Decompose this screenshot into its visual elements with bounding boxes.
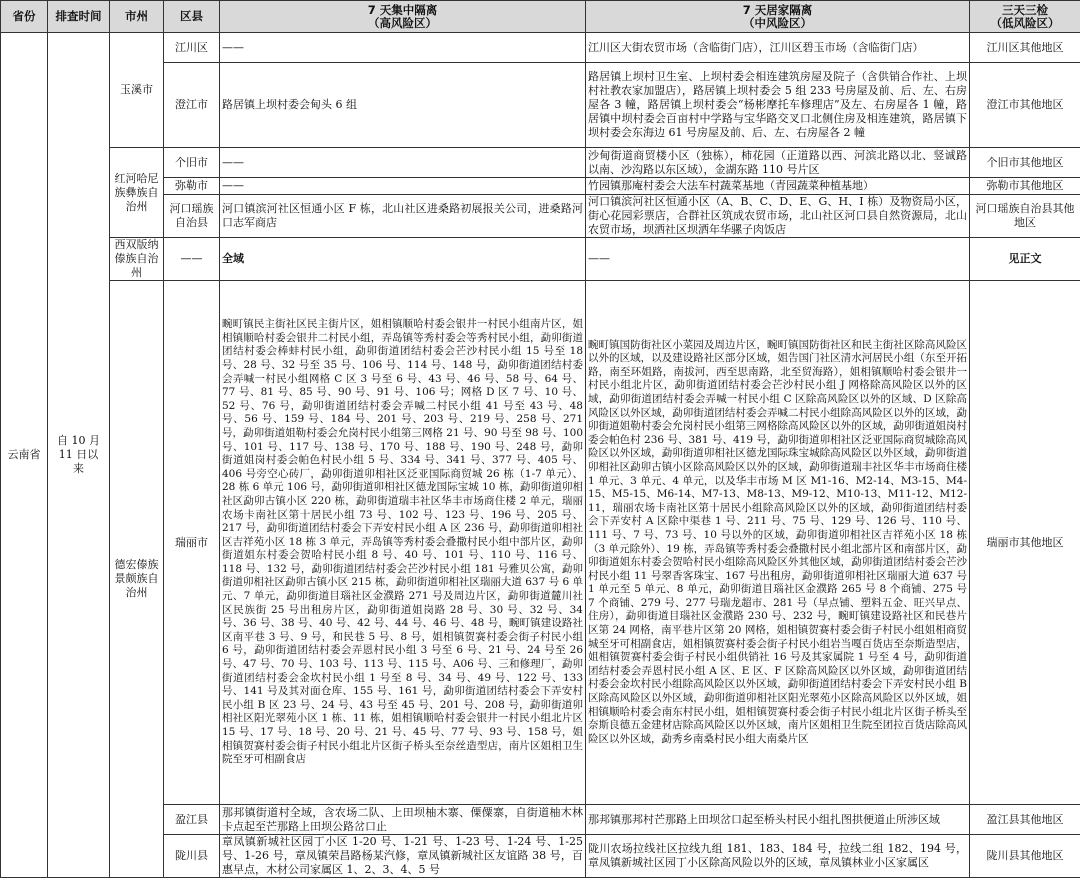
city-dehong: 德宏傣族景颇族自治州 xyxy=(110,281,164,878)
low-xsbn: 见正文 xyxy=(970,238,1080,281)
high-xsbn: 全域 xyxy=(220,238,586,281)
high-longchuan: 章凤镇新城社区园丁小区 1-20 号、1-21 号、1-23 号、1-24 号、1-25 号、1-26 号，章凤镇荣昌路杨某汽修，章凤镇新城社区友谊路 38 号，百惠早点，木材公司家属区 1、2、3、4、5 号 xyxy=(220,835,586,878)
mid-yingjiang: 那邦镇那邦村芒那路上田坝岔口起至桥头村民小组扎图拱便道止所涉区域 xyxy=(586,805,970,835)
mid-jiangchuan: 江川区大街农贸市场（含临街门店），江川区碧玉市场（含临街门店） xyxy=(586,33,970,63)
city-xishuangbanna: 西双版纳傣族自治州 xyxy=(110,238,164,281)
low-chengjiang: 澄江市其他地区 xyxy=(970,63,1080,148)
mid-hekou: 河口镇滨河社区恒通小区（A、B、C、D、E、G、H、I 栋）及物资局小区，街心花园彩票店，合群社区筑成农贸市场，北山社区河口县自然资源局，北山农贸市场，坝洒社区坝洒年华骡子肉饭店 xyxy=(586,195,970,238)
table-row xyxy=(1,148,1080,178)
mid-mile: 竹园镇那庵村委会大法车村蔬菜基地（青园蔬菜种植基地） xyxy=(586,178,970,195)
county-mile: 弥勒市 xyxy=(164,178,220,195)
high-jiangchuan: —— xyxy=(220,33,586,63)
county-ruili: 瑞丽市 xyxy=(164,281,220,805)
time-cell: 自 10 月 11 日以来 xyxy=(48,33,110,878)
high-chengjiang: 路居镇上坝村委会甸头 6 组 xyxy=(220,63,586,148)
high-ruili: 畹町镇民主街社区民主街片区，姐相镇顺哈村委会银井一村民小组南片区，姐相镇顺哈村委会银井二村民小组，弄岛镇等秀村委会等秀村民小组，勐卯街道团结村委会棒蚌村民小组，勐卯街道团结村委会芒沙村民小组 15 号至 18 号、28 号、32 号至 35 号、106 号、114 号、148 号，勐卯街道团结村委会弄喊一村民小组网格 C 区 3 号至 6 号、43 号、46 号、58 号、64 号、77 号、81 号、85 号、90 号、91 号、106 号；网格 D 区 7 号、10 号、52 号、76 号，勐卯街道团结村委会弄喊二村民小组 41 号至 43 号、48 号、56 号、159 号、184 号、201 号、203 号、219 号、258 号、271 号，勐卯街道姐勒村委会允岗村民小组第三网格 21 号、90 号至 98 号、100 号、101 号、117 号、138 号、170 号、188 号、190 号、248 号，勐卯街道姐岗村委会帕色村民小组 5 号、334 号、341 号、377 号、405 号、406 号旁空心砖厂，勐卯街道卯相社区泛亚国际商贸城 26 栋（1-7 单元）、28 栋 6 单元 106 号，勐卯街道卯相社区德龙国际宝城 10 栋，勐卯街道卯相社区勐卯古镇小区 220 栋，勐卯街道瑞丰社区华丰市场商住楼 2 单元，瑞丽农场卡南社区第十居民小组 73 号、102 号、123 号、196 号、205 号、217 号，勐卯街道团结村委会下弄安村民小组 A 区 236 号，勐卯街道卯相社区吉祥苑小区 18 栋 3 单元，弄岛镇等秀村委会叠撒村民小组中部片区，勐卯街道姐东村委会贺哈村民小组 8 号、40 号、101 号、110 号、116 号、118 号、132 号，勐卯街道团结村委会芒沙村民小组 181 号雅贝公寓，勐卯街道卯相社区勐卯古镇小区 215 栋，勐卯街道卯相社区瑞丽大道 637 号 6 单元、7 单元，勐卯街道目瑙社区金濮路 271 号及周边片区，勐卯街道麓川社区民族街 25 号出租房片区，勐卯街道姐岗路 28 号、30 号、32 号、34 号、36 号、38 号、40 号、42 号、44 号、46 号、48 号，畹町镇建设路社区南平巷 3 号、9 号，和民巷 5 号、8 号，姐相镇贺赛村委会街子村民小组 6 号，勐卯街道团结村委会弄恩村民小组 3 号至 6 号、21 号、24 号至 26 号、47 号、70 号、103 号、113 号、115 号、A06 号、三和修理厂，勐卯街道团结村委会金坎村民小组 1 号至 8 号、34 号、49 号、122 号、133 号、141 号及其对面仓库、155 号、161 号，勐卯街道团结村委会下弄安村民小组 B 区 23 号、24 号、43 号至 45 号、201 号、208 号，勐卯街道卯相社区阳光翠苑小区 1 栋、11 栋，姐相镇顺哈村委会银井一村民小组北片区 15 号、17 号、18 号、20 号、21 号、45 号、77 号、93 号、158 号，姐相镇贺赛村委会街子村民小组北片区街子桥头至奈丝造型店，南片区姐相卫生院至牙可相副食店 xyxy=(220,281,586,805)
high-gejiu: —— xyxy=(220,148,586,178)
province-cell: 云南省 xyxy=(1,33,48,878)
header-mid-risk xyxy=(586,1,970,33)
county-xsbn: —— xyxy=(164,238,220,281)
county-hekou: 河口瑶族自治县 xyxy=(164,195,220,238)
header-time: 排查时间 xyxy=(48,1,110,33)
low-longchuan: 陇川县其他地区 xyxy=(970,835,1080,878)
header-mid-title: 7 天居家隔离 xyxy=(588,4,967,17)
high-mile: —— xyxy=(220,178,586,195)
header-high-title: 7 天集中隔离 xyxy=(222,4,583,17)
header-mid-sub: （中风险区） xyxy=(588,17,967,30)
low-mile: 弥勒市其他地区 xyxy=(970,178,1080,195)
header-city: 市州 xyxy=(110,1,164,33)
table-row xyxy=(1,238,1080,281)
county-longchuan: 陇川县 xyxy=(164,835,220,878)
county-jiangchuan: 江川区 xyxy=(164,33,220,63)
mid-longchuan: 陇川农场拉线社区拉线九组 181、183、184 号，拉线二组 182、194 号，章凤镇新城社区园丁小区除高风险以外的区域，章凤镇林业小区家属区 xyxy=(586,835,970,878)
mid-gejiu: 沙甸街道商贸楼小区（独栋），柿花园（正道路以西、河滨北路以北、竖诚路以南、沙沟路以东区域），金湖东路 110 号片区 xyxy=(586,148,970,178)
table-row xyxy=(1,281,1080,805)
mid-xsbn: —— xyxy=(586,238,970,281)
header-low-title: 三天三检 xyxy=(972,4,1078,17)
header-province: 省份 xyxy=(1,1,48,33)
city-honghe: 红河哈尼族彝族自治州 xyxy=(110,148,164,238)
header-high-risk xyxy=(220,1,586,33)
mid-ruili: 畹町镇国防街社区小菜园及周边片区，畹町镇国防街社区和民主街社区除高风险区以外的区域，以及建设路社区部分区域，姐告国门社区清水河居民小组（东至开拓路，南至环姐路，南拔河，西至思南路，北至贸海路），姐相镇顺哈村委会银井一村民小组北片区，勐卯街道团结村委会芒沙村民小组 J 网格除高风险区以外的区域，勐卯街道团结村委会弄喊一村民小组 C 区除高风险区以外的区域、D 区除高风险区以外区域，勐卯街道团结村委会弄喊二村民小组除高风险区以外的区域，勐卯街道姐勒村委会允岗村民小组第三网格除高风险区以外的区域，勐卯街道姐岗村委会帕色村 236 号、381 号、419 号，勐卯街道卯相社区泛亚国际商贸城除高风险区以外区域，勐卯街道卯相社区德龙国际珠宝城除高风险区以外区域，勐卯街道卯相社区勐卯古镇小区除高风险区以外的区域，勐卯街道瑞丰社区华丰市场商住楼 1 单元、3 单元、4 单元，以及华丰市场 M 区 M1-16、M2-14、M3-15、M4-15、M5-15、M6-14、M7-13、M8-13、M9-12、M10-13、M11-12、M12-11，瑞丽农场卡南社区第十居民小组除高风险区以外的区域，勐卯街道团结村委会下弄安村 A 区除中渠巷 1 号、211 号、75 号、129 号、126 号、110 号、111 号、7 号、73 号、10 号以外的区域，勐卯街道卯相社区吉祥苑小区 18 栋（3 单元除外）、19 栋，弄岛镇等秀村委会叠撒村民小组北部片区和南部片区，勐卯街道姐东村委会贺哈村民小组除高风险区外其他区域，勐卯街道团结村委会芒沙村民小组 11 号翠香客珠宝、167 号出租房，勐卯街道卯相社区瑞丽大道 637 号 1 单元至 5 单元、8 单元，勐卯街道目瑙社区金濮路 265 号 8 个商铺、275 号 7 个商铺、279 号、277 号瑞龙超市、281 号（早点铺、塑料五金、旺兴早点、住房），勐卯街道目瑙社区金濮路 230 号、232 号，畹町镇建设路社区和民巷片区第 24 网格，南平巷片区第 20 网格，姐相镇贺赛村委会街子村民小组姐相商贸城至牙可相副食店，姐相镇贺赛村委会街子村民小组岩当嘎百货店至奈斯造型店，姐相镇贺赛村委会街子村民小组供销社 16 号及其家属院 1 号至 4 号，勐卯街道团结村委会弄恩村民小组 A 区、E 区、F 区除高风险区以外区域，勐卯街道团结村委会金坎村民小组除高风险区以外区域，勐卯街道团结村委会下弄安村民小组 B 区除高风险区以外区域，勐卯街道卯相社区阳光翠苑小区除高风险区以外区域，姐相镇顺哈村委会南东村民小组，姐相镇贺赛村委会街子村民小组北片区街子桥头至奈斯良德五金建材店除高风险区以外区域，南片区姐相卫生院至团拉百货店除高风险区以外区域，勐秀乡南桑村民小组大南桑片区 xyxy=(586,281,970,805)
high-yingjiang: 那邦镇街道村全域，含农场二队、上田坝柚木寨、傈僳寨，自街道柚木林卡点起至芒那路上田坝公路岔口止 xyxy=(220,805,586,835)
low-yingjiang: 盈江县其他地区 xyxy=(970,805,1080,835)
low-gejiu: 个旧市其他地区 xyxy=(970,148,1080,178)
low-jiangchuan: 江川区其他地区 xyxy=(970,33,1080,63)
low-hekou: 河口瑶族自治县其他地区 xyxy=(970,195,1080,238)
county-chengjiang: 澄江市 xyxy=(164,63,220,148)
table-row xyxy=(1,33,1080,63)
county-yingjiang: 盈江县 xyxy=(164,805,220,835)
header-county: 区县 xyxy=(164,1,220,33)
high-hekou: 河口镇滨河社区恒通小区 F 栋，北山社区进桑路初展报关公司，进桑路河口志军商店 xyxy=(220,195,586,238)
city-yuxi: 玉溪市 xyxy=(110,33,164,148)
county-gejiu: 个旧市 xyxy=(164,148,220,178)
header-low-risk xyxy=(970,1,1080,33)
header-high-sub: （高风险区） xyxy=(222,17,583,30)
header-low-sub: （低风险区） xyxy=(972,17,1078,30)
low-ruili: 瑞丽市其他地区 xyxy=(970,281,1080,805)
header-row xyxy=(1,1,1080,33)
mid-chengjiang: 路居镇上坝村卫生室、上坝村委会相连建筑房屋及院子（含供销合作社、上坝村社教农家加盟店），路居镇上坝村委会 5 组 233 号房屋及前、后、左、右房屋各 3 幢，路居镇上坝村委会“杨彬摩托车修理店”及左、右房屋各 1 幢，路居镇中坝村委会百亩村中学路与宝华路交叉口北侧住房及相连建筑，路居镇下坝村委会东海边 61 号房屋及前、后、左、右房屋各 2 幢 xyxy=(586,63,970,148)
